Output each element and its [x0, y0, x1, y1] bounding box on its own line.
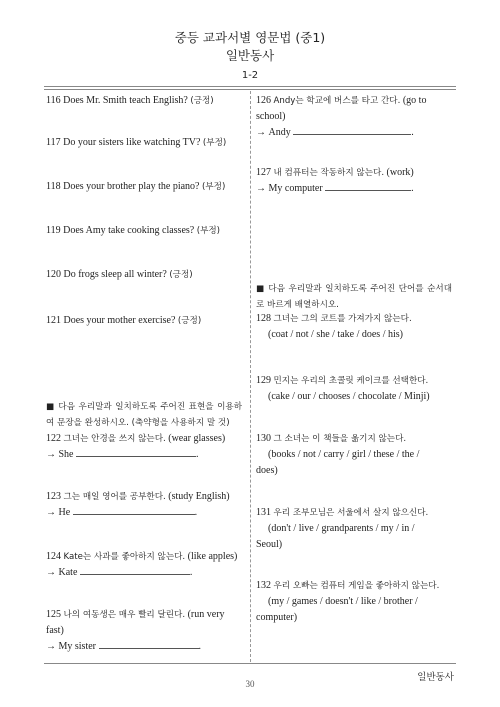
question-125: 125 나의 여동생은 매우 빨리 달린다. (run very fast) → My sister .: [46, 609, 225, 652]
question-124: 124 Kate는 사과를 좋아하지 않는다. (like apples) → Kate .: [46, 551, 238, 578]
answer-blank-125[interactable]: [99, 639, 199, 649]
question-131: 131 우리 조부모님은 서울에서 살지 않으신다. (don't / live / grandparents / my / in / Seoul): [256, 507, 429, 550]
section-label: 1-2: [241, 70, 259, 81]
question-128: 128 그녀는 그의 코트를 가져가지 않는다. (coat / not / she / take / does / his): [256, 313, 412, 340]
answer-blank-124[interactable]: [80, 565, 190, 575]
question-130: 130 그 소녀는 이 책들을 옮기지 않는다. (books / not / carry / girl / these / the / does): [256, 433, 420, 476]
question-132: 132 우리 오빠는 컴퓨터 게임을 좋아하지 않는다. (my / games / doesn't / like / brother / computer): [256, 580, 440, 623]
instruction-fill-in: ■ 다음 우리말과 일치하도록 주어진 표현을 이용하여 문장을 완성하시오. (축약형을 사용하지 말 것): [46, 402, 242, 428]
answer-blank-126[interactable]: [293, 125, 411, 135]
footer-label: 일반동사: [417, 672, 454, 683]
question-121: 121 Does your mother exercise? (긍정): [46, 315, 202, 326]
question-122: 122 그녀는 안경을 쓰지 않는다. (wear glasses) → She .: [46, 433, 226, 460]
question-119: 119 Does Amy take cooking classes? (부정): [46, 225, 221, 236]
answer-blank-123[interactable]: [73, 505, 195, 515]
page-number: 30: [245, 679, 255, 689]
answer-blank-122[interactable]: [76, 447, 196, 457]
question-117: 117 Do your sisters like watching TV? (부정): [46, 137, 227, 148]
answer-blank-127[interactable]: [325, 181, 411, 191]
column-divider: [250, 91, 251, 662]
question-126: 126 Andy는 학교에 버스를 타고 간다. (go to school) → Andy .: [256, 95, 427, 138]
bottom-rule: [44, 663, 456, 664]
instruction-reorder: ■ 다음 우리말과 일치하도록 주어진 단어를 순서대로 바르게 배열하시오.: [256, 284, 452, 310]
page-title: 중등 교과서별 영문법 (중1): [174, 30, 326, 45]
question-129: 129 민지는 우리의 초콜릿 케이크를 선택한다. (cake / our / chooses / chocolate / Minji): [256, 375, 430, 402]
page-subtitle: 일반동사: [225, 48, 275, 63]
question-116: 116 Does Mr. Smith teach English? (긍정): [46, 95, 214, 106]
question-123: 123 그는 매일 영어를 공부한다. (study English) → He .: [46, 491, 230, 518]
top-rule: [44, 86, 456, 87]
question-120: 120 Do frogs sleep all winter? (긍정): [46, 269, 193, 280]
question-127: 127 내 컴퓨터는 작동하지 않는다. (work) → My computer .: [256, 167, 414, 194]
question-118: 118 Does your brother play the piano? (부정): [46, 181, 226, 192]
top-rule-2: [44, 89, 456, 90]
